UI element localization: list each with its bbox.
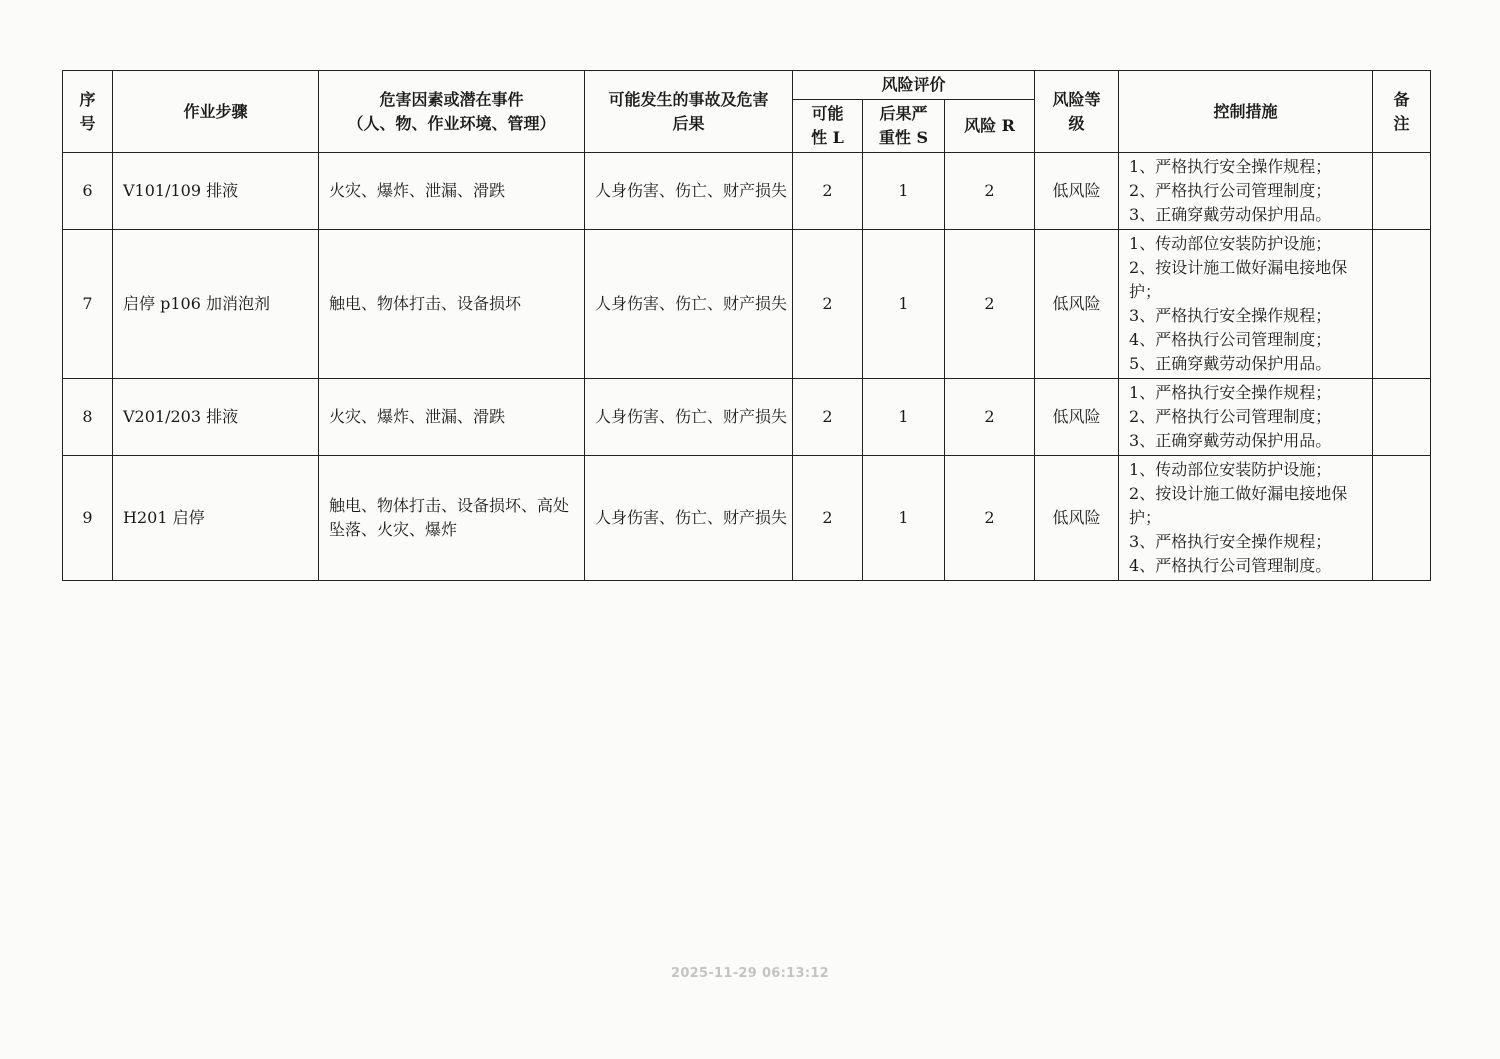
cell-consequence: 人身伤害、伤亡、财产损失 [585, 456, 793, 581]
photo-timestamp: 2025-11-29 06:13:12 [670, 966, 830, 981]
table-row [63, 456, 1431, 581]
cell-seq: 6 [63, 153, 113, 230]
risk-assessment-table [62, 70, 1431, 581]
cell-consequence: 人身伤害、伤亡、财产损失 [585, 379, 793, 456]
measure-item: 4、严格执行公司管理制度。 [1129, 556, 1332, 575]
cell-step: V101/109 排液 [113, 153, 319, 230]
cell-risk-r: 2 [945, 456, 1035, 581]
measure-item: 2、严格执行公司管理制度； [1129, 407, 1332, 426]
measure-item: 4、严格执行公司管理制度； [1129, 330, 1332, 349]
hazard-header-line2: （人、物、作业环境、管理） [347, 113, 556, 133]
cell-risk-level: 低风险 [1035, 230, 1119, 379]
cell-remarks [1373, 379, 1431, 456]
col-header-risk-level: 风险等 级 [1035, 71, 1119, 153]
cell-hazard: 火灾、爆炸、泄漏、滑跌 [319, 153, 585, 230]
col-header-consequence [585, 71, 793, 153]
cell-risk-r: 2 [945, 153, 1035, 230]
table-row [63, 230, 1431, 379]
risk-assessment-sheet [62, 70, 1430, 581]
cell-seq: 8 [63, 379, 113, 456]
cell-hazard: 火灾、爆炸、泄漏、滑跌 [319, 379, 585, 456]
measure-item: 3、正确穿戴劳动保护用品。 [1129, 431, 1332, 450]
cell-risk-level: 低风险 [1035, 379, 1119, 456]
measure-item: 1、严格执行安全操作规程； [1129, 383, 1332, 402]
cell-consequence: 人身伤害、伤亡、财产损失 [585, 230, 793, 379]
col-header-severity: 后果严 重性 S [863, 100, 945, 153]
cell-risk-r: 2 [945, 230, 1035, 379]
measure-item: 1、传动部位安装防护设施； [1129, 234, 1332, 253]
measure-item: 3、严格执行安全操作规程； [1129, 532, 1332, 551]
cell-step: V201/203 排液 [113, 379, 319, 456]
cell-remarks [1373, 456, 1431, 581]
cell-measures [1119, 379, 1373, 456]
measure-item: 3、正确穿戴劳动保护用品。 [1129, 205, 1332, 224]
measure-item: 1、传动部位安装防护设施； [1129, 460, 1332, 479]
cell-remarks [1373, 230, 1431, 379]
col-header-remarks: 备 注 [1373, 71, 1431, 153]
cell-seq: 9 [63, 456, 113, 581]
cell-measures [1119, 456, 1373, 581]
consequence-header-line2: 后果 [672, 113, 705, 133]
cell-likelihood: 2 [793, 456, 863, 581]
cell-likelihood: 2 [793, 153, 863, 230]
measure-item: 3、严格执行安全操作规程； [1129, 306, 1332, 325]
cell-step: 启停 p106 加消泡剂 [113, 230, 319, 379]
cell-risk-level: 低风险 [1035, 153, 1119, 230]
cell-likelihood: 2 [793, 379, 863, 456]
col-header-measures: 控制措施 [1119, 71, 1373, 153]
col-header-step: 作业步骤 [113, 71, 319, 153]
col-header-seq: 序 号 [63, 71, 113, 153]
cell-risk-level: 低风险 [1035, 456, 1119, 581]
cell-seq: 7 [63, 230, 113, 379]
cell-remarks [1373, 153, 1431, 230]
measure-item: 2、按设计施工做好漏电接地保护； [1129, 258, 1348, 301]
table-row [63, 153, 1431, 230]
hazard-header-line1: 危害因素或潜在事件 [379, 89, 524, 109]
cell-severity: 1 [863, 456, 945, 581]
cell-measures [1119, 230, 1373, 379]
col-header-risk-r: 风险 R [945, 100, 1035, 153]
header-row-1 [63, 71, 1431, 100]
col-header-risk-eval: 风险评价 [793, 71, 1035, 100]
consequence-header-line1: 可能发生的事故及危害 [608, 89, 769, 109]
cell-hazard: 触电、物体打击、设备损坏 [319, 230, 585, 379]
cell-severity: 1 [863, 153, 945, 230]
cell-severity: 1 [863, 230, 945, 379]
col-header-hazard [319, 71, 585, 153]
cell-severity: 1 [863, 379, 945, 456]
cell-measures [1119, 153, 1373, 230]
measure-item: 2、严格执行公司管理制度； [1129, 181, 1332, 200]
cell-consequence: 人身伤害、伤亡、财产损失 [585, 153, 793, 230]
cell-likelihood: 2 [793, 230, 863, 379]
measure-item: 5、正确穿戴劳动保护用品。 [1129, 354, 1332, 373]
cell-risk-r: 2 [945, 379, 1035, 456]
table-row [63, 379, 1431, 456]
cell-step: H201 启停 [113, 456, 319, 581]
col-header-likelihood: 可能 性 L [793, 100, 863, 153]
measure-item: 1、严格执行安全操作规程； [1129, 157, 1332, 176]
cell-hazard: 触电、物体打击、设备损坏、高处坠落、火灾、爆炸 [319, 456, 585, 581]
measure-item: 2、按设计施工做好漏电接地保护； [1129, 484, 1348, 527]
